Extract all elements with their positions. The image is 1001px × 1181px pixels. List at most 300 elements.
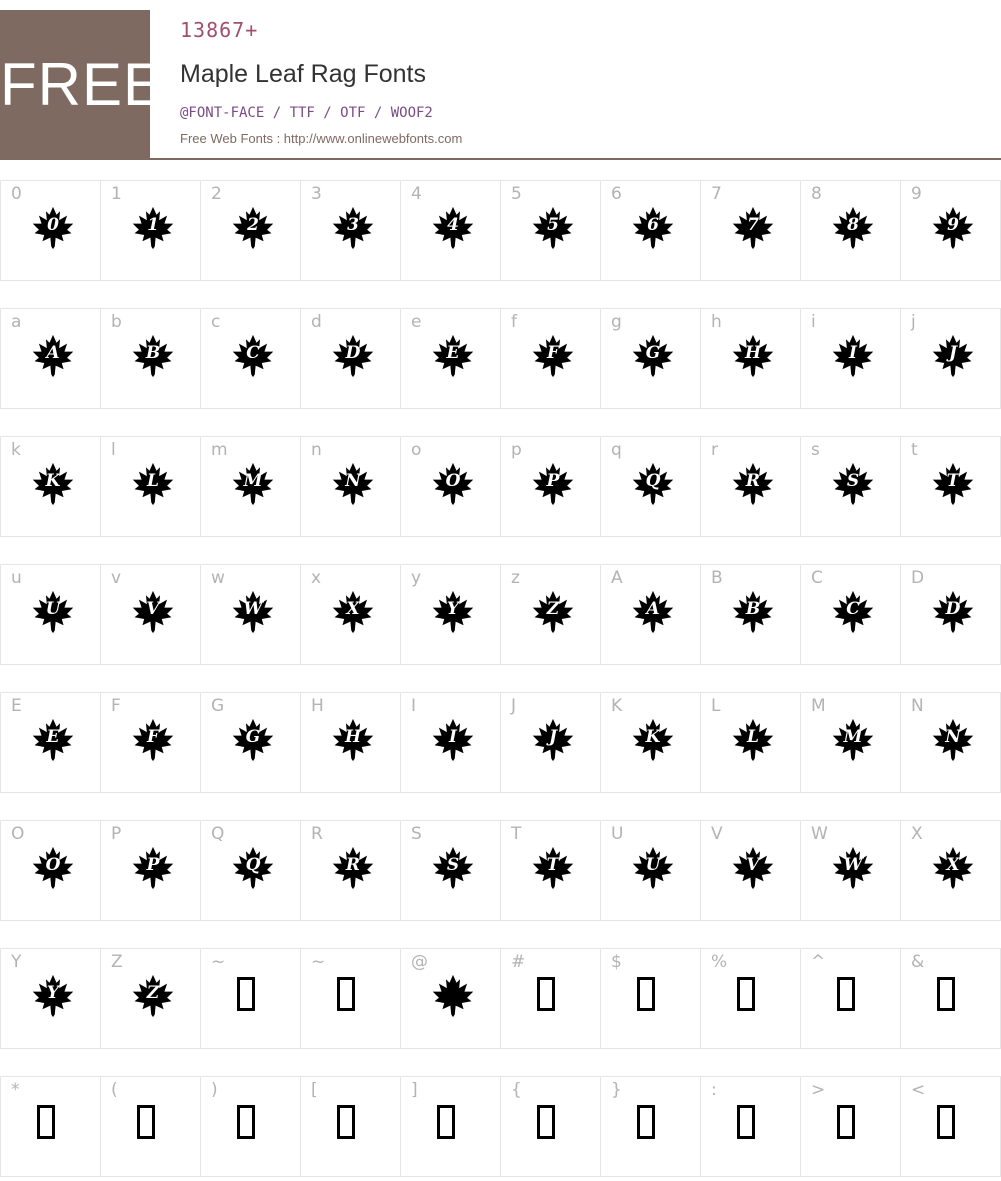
- glyph-key-label: c: [211, 312, 221, 332]
- maple-leaf-glyph-icon: [331, 590, 375, 634]
- missing-glyph-box-icon: [37, 1105, 55, 1139]
- glyph-letter: I: [849, 343, 857, 363]
- glyph-cell[interactable]: [100, 820, 201, 921]
- glyph-key-label: *: [11, 1080, 20, 1100]
- maple-leaf-glyph-icon: [631, 718, 675, 762]
- glyph-letter: X: [346, 599, 360, 619]
- glyph-key-label: ~: [311, 952, 326, 972]
- maple-leaf-glyph-icon: [431, 590, 475, 634]
- glyph-cell[interactable]: [400, 692, 501, 793]
- glyph-cell[interactable]: [500, 692, 601, 793]
- site-link[interactable]: Free Web Fonts : http://www.onlinewebfonts.com: [180, 131, 463, 146]
- glyph-key-label: t: [911, 440, 918, 460]
- glyph-letter: Z: [546, 599, 560, 619]
- glyph-key-label: B: [711, 568, 723, 588]
- maple-leaf-glyph-icon: [231, 846, 275, 890]
- glyph-cell[interactable]: [100, 1076, 201, 1177]
- glyph-cell[interactable]: [700, 180, 801, 281]
- glyph-letter: P: [546, 471, 560, 491]
- maple-leaf-glyph-icon: [231, 590, 275, 634]
- glyph-letter: B: [145, 343, 161, 363]
- glyph-letter: D: [945, 599, 961, 619]
- glyph-cell[interactable]: [400, 1076, 501, 1177]
- missing-glyph-box-icon: [937, 977, 955, 1011]
- maple-leaf-glyph-icon: [31, 590, 75, 634]
- glyph-cell[interactable]: [300, 180, 401, 281]
- glyph-key-label: S: [411, 824, 422, 844]
- glyph-key-label: P: [111, 824, 122, 844]
- glyph-cell[interactable]: [0, 180, 101, 281]
- glyph-key-label: V: [711, 824, 723, 844]
- glyph-letter: E: [446, 343, 460, 363]
- glyph-cell[interactable]: [500, 564, 601, 665]
- glyph-key-label: ~: [211, 952, 226, 972]
- maple-leaf-glyph-icon: [431, 718, 475, 762]
- glyph-cell[interactable]: [400, 820, 501, 921]
- maple-leaf-glyph-icon: [431, 846, 475, 890]
- glyph-key-label: r: [711, 440, 718, 460]
- glyph-row: [0, 948, 1001, 1049]
- maple-leaf-glyph-icon: [831, 334, 875, 378]
- missing-glyph-box-icon: [537, 977, 555, 1011]
- glyph-letter: G: [245, 727, 261, 747]
- glyph-cell[interactable]: [900, 564, 1001, 665]
- glyph-cell[interactable]: [0, 820, 101, 921]
- maple-leaf-glyph-icon: [631, 334, 675, 378]
- missing-glyph-box-icon: [437, 1105, 455, 1139]
- glyph-letter: M: [843, 727, 863, 747]
- glyph-key-label: D: [911, 568, 925, 588]
- glyph-letter: L: [147, 471, 159, 491]
- glyph-letter: M: [243, 471, 263, 491]
- maple-leaf-glyph-icon: [931, 718, 975, 762]
- glyph-cell[interactable]: [800, 692, 901, 793]
- maple-leaf-glyph-icon: [831, 846, 875, 890]
- glyph-key-label: {: [511, 1080, 522, 1100]
- glyph-letter: F: [146, 727, 160, 747]
- maple-leaf-glyph-icon: [431, 334, 475, 378]
- glyph-key-label: z: [511, 568, 520, 588]
- glyph-key-label: y: [411, 568, 422, 588]
- maple-leaf-glyph-icon: [131, 334, 175, 378]
- maple-leaf-glyph-icon: [631, 206, 675, 250]
- glyph-cell[interactable]: [400, 948, 501, 1049]
- maple-leaf-glyph-icon: [331, 334, 375, 378]
- glyph-cell[interactable]: [0, 308, 101, 409]
- glyph-cell[interactable]: [600, 308, 701, 409]
- glyph-cell[interactable]: [0, 564, 101, 665]
- maple-leaf-glyph-icon: [831, 718, 875, 762]
- glyph-cell[interactable]: [200, 564, 301, 665]
- glyph-letter: R: [345, 855, 361, 875]
- glyph-cell[interactable]: [700, 820, 801, 921]
- missing-glyph-box-icon: [337, 1105, 355, 1139]
- glyph-cell[interactable]: [500, 820, 601, 921]
- glyph-cell[interactable]: [600, 180, 701, 281]
- glyph-key-label: R: [311, 824, 323, 844]
- glyph-cell[interactable]: [700, 1076, 801, 1177]
- glyph-cell[interactable]: [600, 948, 701, 1049]
- glyph-cell[interactable]: [200, 1076, 301, 1177]
- glyph-cell[interactable]: [500, 1076, 601, 1177]
- glyph-letter: W: [243, 599, 263, 619]
- glyph-cell[interactable]: [400, 180, 501, 281]
- glyph-key-label: 9: [911, 184, 922, 204]
- glyph-key-label: o: [411, 440, 422, 460]
- maple-leaf-glyph-icon: [731, 846, 775, 890]
- glyph-cell[interactable]: [800, 820, 901, 921]
- maple-leaf-glyph-icon: [31, 462, 75, 506]
- glyph-letter: Z: [146, 983, 160, 1003]
- glyph-letter: U: [645, 855, 661, 875]
- glyph-cell[interactable]: [200, 436, 301, 537]
- glyph-cell[interactable]: [200, 180, 301, 281]
- glyph-key-label: b: [111, 312, 122, 332]
- glyph-key-label: O: [11, 824, 25, 844]
- glyph-letter: 5: [547, 215, 559, 235]
- missing-glyph-box-icon: [337, 977, 355, 1011]
- glyph-letter: 1: [147, 215, 159, 235]
- maple-leaf-glyph-icon: [531, 718, 575, 762]
- glyph-key-label: q: [611, 440, 622, 460]
- glyph-key-label: 1: [111, 184, 122, 204]
- missing-glyph-box-icon: [237, 977, 255, 1011]
- glyph-cell[interactable]: [400, 564, 501, 665]
- glyph-key-label: p: [511, 440, 522, 460]
- glyph-letter: S: [446, 855, 460, 875]
- glyph-cell[interactable]: [800, 308, 901, 409]
- glyph-key-label: 8: [811, 184, 822, 204]
- glyph-key-label: N: [911, 696, 924, 716]
- glyph-key-label: a: [11, 312, 22, 332]
- glyph-key-label: E: [11, 696, 22, 716]
- glyph-letter: S: [846, 471, 860, 491]
- missing-glyph-box-icon: [837, 977, 855, 1011]
- glyph-letter: T: [946, 471, 960, 491]
- glyph-cell[interactable]: [800, 948, 901, 1049]
- glyph-letter: H: [344, 727, 362, 747]
- glyph-key-label: j: [911, 312, 916, 332]
- maple-leaf-glyph-icon: [931, 846, 975, 890]
- glyph-key-label: T: [511, 824, 522, 844]
- glyph-letter: F: [546, 343, 560, 363]
- glyph-key-label: :: [711, 1080, 717, 1100]
- glyph-key-label: F: [111, 696, 121, 716]
- format-list: @FONT-FACE / TTF / OTF / WOOF2: [180, 105, 433, 121]
- glyph-key-label: X: [911, 824, 923, 844]
- maple-leaf-glyph-icon: [531, 206, 575, 250]
- glyph-cell[interactable]: [900, 308, 1001, 409]
- glyph-key-label: L: [711, 696, 721, 716]
- glyph-key-label: ): [211, 1080, 218, 1100]
- font-count: 13867+: [180, 18, 259, 42]
- glyph-key-label: d: [311, 312, 322, 332]
- glyph-cell[interactable]: [500, 948, 601, 1049]
- maple-leaf-glyph-icon: [931, 462, 975, 506]
- glyph-letter: K: [645, 727, 661, 747]
- maple-leaf-glyph-icon: [531, 590, 575, 634]
- glyph-key-label: W: [811, 824, 828, 844]
- glyph-key-label: &: [911, 952, 925, 972]
- glyph-cell[interactable]: [500, 180, 601, 281]
- glyph-cell[interactable]: [100, 692, 201, 793]
- glyph-letter: L: [747, 727, 759, 747]
- glyph-key-label: [: [311, 1080, 318, 1100]
- glyph-key-label: g: [611, 312, 622, 332]
- glyph-letter: N: [345, 471, 361, 491]
- glyph-key-label: G: [211, 696, 225, 716]
- glyph-key-label: i: [811, 312, 816, 332]
- glyph-cell[interactable]: [300, 564, 401, 665]
- glyph-cell[interactable]: [0, 692, 101, 793]
- glyph-cell[interactable]: [200, 692, 301, 793]
- maple-leaf-glyph-icon: [531, 846, 575, 890]
- glyph-cell[interactable]: [900, 948, 1001, 1049]
- glyph-key-label: ]: [411, 1080, 418, 1100]
- glyph-letter: R: [745, 471, 761, 491]
- glyph-letter: O: [45, 855, 61, 875]
- maple-leaf-glyph-icon: [431, 462, 475, 506]
- maple-leaf-glyph-icon: [231, 206, 275, 250]
- glyph-key-label: Y: [11, 952, 22, 972]
- missing-glyph-box-icon: [537, 1105, 555, 1139]
- glyph-letter: A: [46, 343, 60, 363]
- glyph-key-label: (: [111, 1080, 118, 1100]
- missing-glyph-box-icon: [137, 1105, 155, 1139]
- glyph-key-label: C: [811, 568, 823, 588]
- glyph-letter: B: [745, 599, 761, 619]
- glyph-key-label: 2: [211, 184, 222, 204]
- maple-leaf-glyph-icon: [31, 334, 75, 378]
- glyph-letter: Q: [245, 855, 261, 875]
- missing-glyph-box-icon: [937, 1105, 955, 1139]
- maple-leaf-glyph-icon: [131, 590, 175, 634]
- glyph-letter: A: [646, 599, 660, 619]
- page-title: Maple Leaf Rag Fonts: [180, 60, 426, 88]
- glyph-key-label: 6: [611, 184, 622, 204]
- maple-leaf-glyph-icon: [131, 974, 175, 1018]
- glyph-letter: 7: [747, 215, 759, 235]
- glyph-cell[interactable]: [300, 436, 401, 537]
- glyph-letter: Q: [645, 471, 661, 491]
- missing-glyph-box-icon: [837, 1105, 855, 1139]
- glyph-cell[interactable]: [200, 308, 301, 409]
- glyph-cell[interactable]: [900, 692, 1001, 793]
- glyph-letter: 4: [447, 215, 459, 235]
- maple-leaf-glyph-icon: [31, 718, 75, 762]
- maple-leaf-glyph-icon: [931, 334, 975, 378]
- maple-leaf-glyph-icon: [831, 590, 875, 634]
- glyph-letter: J: [948, 343, 958, 363]
- maple-leaf-glyph-icon: [31, 206, 75, 250]
- glyph-cell[interactable]: [100, 180, 201, 281]
- maple-leaf-glyph-icon: [731, 462, 775, 506]
- maple-leaf-glyph-icon: [231, 718, 275, 762]
- maple-leaf-glyph-icon: [331, 462, 375, 506]
- glyph-key-label: I: [411, 696, 417, 716]
- glyph-row: [0, 180, 1001, 281]
- glyph-key-label: U: [611, 824, 624, 844]
- glyph-cell[interactable]: [700, 308, 801, 409]
- glyph-cell[interactable]: [600, 436, 701, 537]
- glyph-cell[interactable]: [900, 436, 1001, 537]
- glyph-letter: U: [45, 599, 61, 619]
- glyph-key-label: h: [711, 312, 722, 332]
- glyph-cell[interactable]: [400, 436, 501, 537]
- glyph-row: [0, 1076, 1001, 1177]
- glyph-cell[interactable]: [0, 1076, 101, 1177]
- maple-leaf-glyph-icon: [831, 206, 875, 250]
- glyph-key-label: u: [11, 568, 22, 588]
- glyph-key-label: 0: [11, 184, 22, 204]
- glyph-key-label: }: [611, 1080, 622, 1100]
- maple-leaf-glyph-icon: [631, 590, 675, 634]
- maple-leaf-glyph-icon: [431, 974, 475, 1018]
- glyph-row: [0, 820, 1001, 921]
- glyph-cell[interactable]: [600, 1076, 701, 1177]
- glyph-cell[interactable]: [200, 948, 301, 1049]
- maple-leaf-glyph-icon: [931, 590, 975, 634]
- glyph-letter: N: [945, 727, 961, 747]
- glyph-cell[interactable]: [300, 1076, 401, 1177]
- glyph-letter: G: [645, 343, 661, 363]
- free-logo[interactable]: FREE: [0, 10, 150, 159]
- glyph-letter: I: [449, 727, 457, 747]
- maple-leaf-glyph-icon: [31, 974, 75, 1018]
- maple-leaf-glyph-icon: [131, 462, 175, 506]
- glyph-cell[interactable]: [700, 436, 801, 537]
- glyph-cell[interactable]: [800, 564, 901, 665]
- glyph-cell[interactable]: [800, 180, 901, 281]
- maple-leaf-glyph-icon: [531, 334, 575, 378]
- missing-glyph-box-icon: [637, 1105, 655, 1139]
- glyph-key-label: K: [611, 696, 623, 716]
- page-header: [0, 0, 1001, 160]
- glyph-key-label: @: [411, 952, 428, 972]
- maple-leaf-glyph-icon: [31, 846, 75, 890]
- glyph-key-label: M: [811, 696, 826, 716]
- maple-leaf-glyph-icon: [831, 462, 875, 506]
- glyph-cell[interactable]: [300, 308, 401, 409]
- maple-leaf-glyph-icon: [231, 334, 275, 378]
- glyph-cell[interactable]: [300, 692, 401, 793]
- glyph-cell[interactable]: [600, 564, 701, 665]
- glyph-cell[interactable]: [700, 564, 801, 665]
- maple-leaf-glyph-icon: [331, 718, 375, 762]
- glyph-cell[interactable]: [100, 948, 201, 1049]
- glyph-letter: C: [246, 343, 260, 363]
- glyph-key-label: w: [211, 568, 225, 588]
- glyph-key-label: J: [511, 696, 517, 716]
- glyph-cell[interactable]: [500, 436, 601, 537]
- maple-leaf-glyph-icon: [131, 718, 175, 762]
- maple-leaf-glyph-icon: [731, 206, 775, 250]
- glyph-cell[interactable]: [600, 692, 701, 793]
- glyph-key-label: l: [111, 440, 116, 460]
- glyph-letter: E: [46, 727, 60, 747]
- glyph-cell[interactable]: [0, 436, 101, 537]
- glyph-letter: H: [744, 343, 762, 363]
- maple-leaf-glyph-icon: [631, 462, 675, 506]
- glyph-key-label: <: [911, 1080, 926, 1100]
- maple-leaf-glyph-icon: [231, 462, 275, 506]
- glyph-letter: 6: [647, 215, 659, 235]
- missing-glyph-box-icon: [737, 977, 755, 1011]
- maple-leaf-glyph-icon: [131, 846, 175, 890]
- glyph-key-label: $: [611, 952, 622, 972]
- glyph-letter: Y: [46, 983, 60, 1003]
- glyph-cell[interactable]: [700, 948, 801, 1049]
- glyph-cell[interactable]: [0, 948, 101, 1049]
- glyph-cell[interactable]: [600, 820, 701, 921]
- maple-leaf-glyph-icon: [731, 718, 775, 762]
- maple-leaf-glyph-icon: [731, 590, 775, 634]
- glyph-key-label: m: [211, 440, 228, 460]
- header-divider: [0, 158, 1001, 160]
- glyph-cell[interactable]: [800, 436, 901, 537]
- glyph-row: [0, 436, 1001, 537]
- glyph-key-label: 7: [711, 184, 722, 204]
- glyph-letter: W: [843, 855, 863, 875]
- glyph-cell[interactable]: [400, 308, 501, 409]
- glyph-letter: 3: [347, 215, 359, 235]
- maple-leaf-glyph-icon: [931, 206, 975, 250]
- missing-glyph-box-icon: [637, 977, 655, 1011]
- glyph-key-label: Q: [211, 824, 225, 844]
- glyph-letter: 2: [247, 215, 259, 235]
- maple-leaf-glyph-icon: [131, 206, 175, 250]
- maple-leaf-glyph-icon: [431, 206, 475, 250]
- glyph-key-label: 5: [511, 184, 522, 204]
- glyph-cell[interactable]: [900, 180, 1001, 281]
- glyph-cell[interactable]: [100, 308, 201, 409]
- glyph-letter: C: [846, 599, 860, 619]
- glyph-cell[interactable]: [900, 1076, 1001, 1177]
- glyph-letter: V: [146, 599, 160, 619]
- glyph-cell[interactable]: [200, 820, 301, 921]
- glyph-letter: J: [548, 727, 558, 747]
- glyph-row: [0, 564, 1001, 665]
- maple-leaf-glyph-icon: [731, 334, 775, 378]
- glyph-letter: Y: [446, 599, 460, 619]
- glyph-cell[interactable]: [800, 1076, 901, 1177]
- glyph-cell[interactable]: [100, 564, 201, 665]
- glyph-key-label: v: [111, 568, 122, 588]
- glyph-key-label: f: [511, 312, 517, 332]
- glyph-letter: D: [345, 343, 361, 363]
- glyph-cell[interactable]: [700, 692, 801, 793]
- glyph-letter: T: [546, 855, 560, 875]
- glyph-cell[interactable]: [900, 820, 1001, 921]
- glyph-letter: 8: [847, 215, 859, 235]
- glyph-key-label: %: [711, 952, 728, 972]
- glyph-cell[interactable]: [300, 948, 401, 1049]
- glyph-cell[interactable]: [100, 436, 201, 537]
- glyph-key-label: Z: [111, 952, 123, 972]
- glyph-key-label: n: [311, 440, 322, 460]
- glyph-row: [0, 692, 1001, 793]
- maple-leaf-glyph-icon: [331, 846, 375, 890]
- missing-glyph-box-icon: [237, 1105, 255, 1139]
- glyph-cell[interactable]: [300, 820, 401, 921]
- glyph-letter: K: [45, 471, 61, 491]
- glyph-cell[interactable]: [500, 308, 601, 409]
- maple-leaf-glyph-icon: [531, 462, 575, 506]
- glyph-key-label: 3: [311, 184, 322, 204]
- glyph-key-label: x: [311, 568, 322, 588]
- glyph-key-label: s: [811, 440, 820, 460]
- glyph-key-label: ^: [811, 952, 826, 972]
